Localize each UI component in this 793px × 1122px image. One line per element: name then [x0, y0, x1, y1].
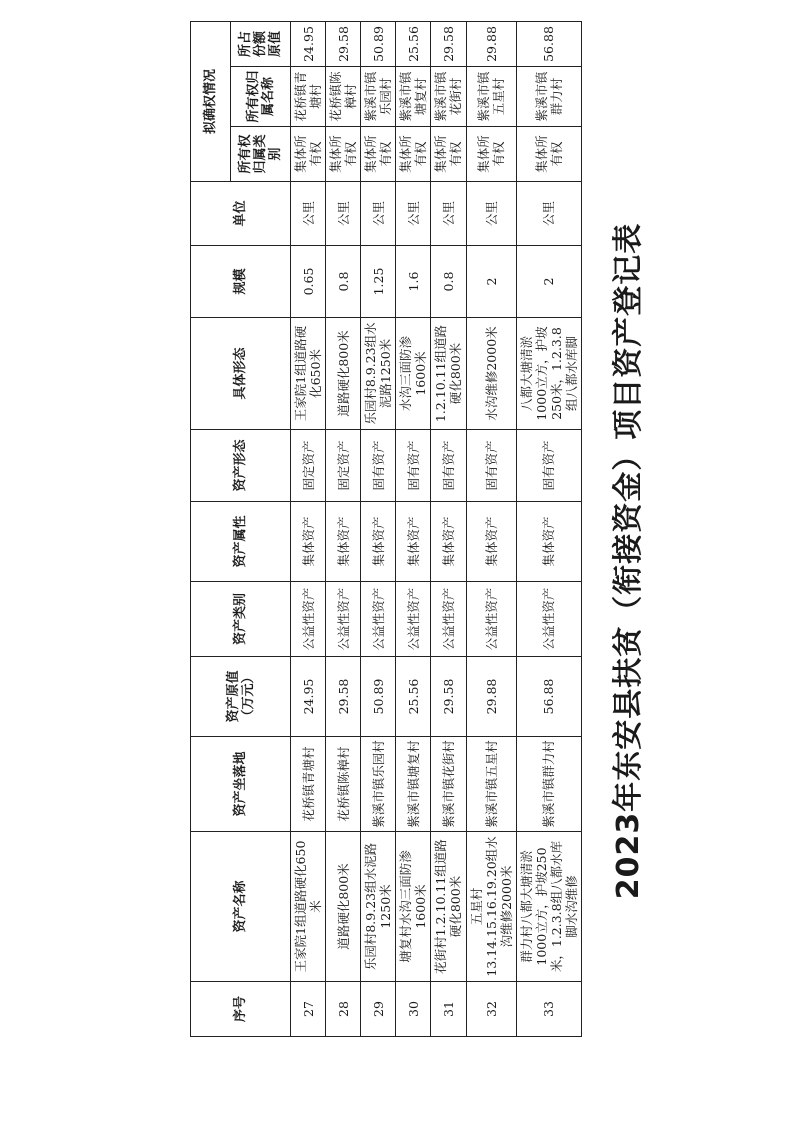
- cell-location: 紫溪市镇塘复村: [396, 737, 431, 832]
- table-row: [431, 21, 466, 1036]
- header-own-name: 所有权归属名称: [231, 67, 291, 127]
- cell-share: 25.56: [396, 21, 431, 66]
- cell-unit: 公里: [516, 182, 581, 246]
- cell-category: 公益性资产: [516, 582, 581, 657]
- cell-name: 道路硬化800米: [326, 832, 361, 982]
- header-category: 资产类别: [191, 582, 291, 657]
- asset-register-table: [190, 21, 582, 1037]
- cell-own-name: 紫溪市镇塘复村: [396, 67, 431, 127]
- cell-location: 花桥镇陈樟村: [326, 737, 361, 832]
- cell-own-name: 紫溪市镇乐园村: [361, 67, 396, 127]
- cell-unit: 公里: [431, 182, 466, 246]
- cell-shape: 王家院1组道路硬化650米: [291, 318, 326, 430]
- cell-share: 56.88: [516, 21, 581, 66]
- header-name: 资产名称: [191, 832, 291, 982]
- cell-attribute: 集体资产: [396, 502, 431, 582]
- cell-unit: 公里: [396, 182, 431, 246]
- cell-share: 29.58: [326, 21, 361, 66]
- cell-value: 24.95: [291, 657, 326, 737]
- cell-attribute: 集体资产: [291, 502, 326, 582]
- cell-form: 固有资产: [431, 430, 466, 502]
- header-attribute: 资产属性: [191, 502, 291, 582]
- cell-scale: 2: [516, 246, 581, 318]
- cell-unit: 公里: [466, 182, 516, 246]
- header-scale: 规模: [191, 246, 291, 318]
- table-row: [361, 21, 396, 1036]
- cell-attribute: 集体资产: [361, 502, 396, 582]
- cell-seq: 29: [361, 982, 396, 1037]
- header-form: 资产形态: [191, 430, 291, 502]
- cell-value: 25.56: [396, 657, 431, 737]
- cell-shape: 1.2.10.11组道路硬化800米: [431, 318, 466, 430]
- cell-scale: 0.8: [431, 246, 466, 318]
- cell-form: 固有资产: [516, 430, 581, 502]
- cell-unit: 公里: [291, 182, 326, 246]
- cell-category: 公益性资产: [396, 582, 431, 657]
- cell-seq: 28: [326, 982, 361, 1037]
- cell-seq: 30: [396, 982, 431, 1037]
- cell-shape: 道路硬化800米: [326, 318, 361, 430]
- cell-scale: 2: [466, 246, 516, 318]
- cell-share: 24.95: [291, 21, 326, 66]
- cell-form: 固定资产: [326, 430, 361, 502]
- cell-form: 固有资产: [396, 430, 431, 502]
- cell-own-type: 集体所有权: [326, 127, 361, 182]
- cell-own-type: 集体所有权: [431, 127, 466, 182]
- cell-attribute: 集体资产: [431, 502, 466, 582]
- cell-share: 29.58: [431, 21, 466, 66]
- header-own-type: 所有权归属类别: [231, 127, 291, 182]
- cell-location: 紫溪市镇五星村: [466, 737, 516, 832]
- cell-shape: 八都大塘清淤1000立方，护坡250米，1.2.3.8组八都水库脚: [516, 318, 581, 430]
- cell-value: 56.88: [516, 657, 581, 737]
- page-title: 2023年东安县扶贫（衔接资金）项目资产登记表: [611, 222, 646, 900]
- cell-own-name: 花桥镇陈樟村: [326, 67, 361, 127]
- table-body: [291, 21, 582, 1036]
- header-share: 所占份额原值: [231, 21, 291, 66]
- cell-scale: 1.6: [396, 246, 431, 318]
- cell-name: 王家院1组道路硬化650米: [291, 832, 326, 982]
- cell-shape: 水沟三面防渗1600米: [396, 318, 431, 430]
- cell-own-name: 紫溪市镇五星村: [466, 67, 516, 127]
- header-unit: 单位: [191, 182, 291, 246]
- cell-unit: 公里: [361, 182, 396, 246]
- cell-value: 29.58: [431, 657, 466, 737]
- cell-own-type: 集体所有权: [466, 127, 516, 182]
- cell-location: 紫溪市镇乐园村: [361, 737, 396, 832]
- cell-name: 群力村八都大塘清淤1000立方，护坡250米，1.2.3.8组八都水库脚水沟维修: [516, 832, 581, 982]
- table-row: [466, 21, 516, 1036]
- cell-seq: 32: [466, 982, 516, 1037]
- cell-own-type: 集体所有权: [396, 127, 431, 182]
- cell-seq: 31: [431, 982, 466, 1037]
- header-seq: 序号: [191, 982, 291, 1037]
- cell-category: 公益性资产: [291, 582, 326, 657]
- cell-value: 29.58: [326, 657, 361, 737]
- cell-location: 紫溪市镇花街村: [431, 737, 466, 832]
- cell-shape: 乐园村8.9.23组水泥路1250米: [361, 318, 396, 430]
- cell-category: 公益性资产: [466, 582, 516, 657]
- cell-form: 固有资产: [361, 430, 396, 502]
- header-shape: 具体形态: [191, 318, 291, 430]
- cell-own-name: 花桥镇青塘村: [291, 67, 326, 127]
- cell-attribute: 集体资产: [516, 502, 581, 582]
- header-location: 资产坐落地: [191, 737, 291, 832]
- cell-own-type: 集体所有权: [516, 127, 581, 182]
- cell-value: 29.88: [466, 657, 516, 737]
- cell-category: 公益性资产: [361, 582, 396, 657]
- table-row: [291, 21, 326, 1036]
- header-ownership: 拟确权情况: [191, 21, 231, 181]
- cell-unit: 公里: [326, 182, 361, 246]
- header-value: 资产原值（万元）: [191, 657, 291, 737]
- cell-scale: 0.65: [291, 246, 326, 318]
- cell-category: 公益性资产: [431, 582, 466, 657]
- cell-location: 紫溪市镇群力村: [516, 737, 581, 832]
- cell-seq: 33: [516, 982, 581, 1037]
- cell-own-type: 集体所有权: [361, 127, 396, 182]
- cell-scale: 0.8: [326, 246, 361, 318]
- cell-scale: 1.25: [361, 246, 396, 318]
- cell-location: 花桥镇青塘村: [291, 737, 326, 832]
- cell-value: 50.89: [361, 657, 396, 737]
- table-row: [396, 21, 431, 1036]
- cell-form: 固定资产: [291, 430, 326, 502]
- cell-own-type: 集体所有权: [291, 127, 326, 182]
- table-row: [516, 21, 581, 1036]
- cell-seq: 27: [291, 982, 326, 1037]
- cell-category: 公益性资产: [326, 582, 361, 657]
- cell-share: 29.88: [466, 21, 516, 66]
- cell-own-name: 紫溪市镇群力村: [516, 67, 581, 127]
- cell-share: 50.89: [361, 21, 396, 66]
- cell-name: 五星村13.14.15.16.19.20组水沟维修2000米: [466, 832, 516, 982]
- cell-attribute: 集体资产: [326, 502, 361, 582]
- cell-own-name: 紫溪市镇花街村: [431, 67, 466, 127]
- cell-form: 固有资产: [466, 430, 516, 502]
- table-row: [326, 21, 361, 1036]
- cell-name: 乐园村8.9.23组水泥路1250米: [361, 832, 396, 982]
- cell-name: 塘复村水沟三面防渗1600米: [396, 832, 431, 982]
- cell-shape: 水沟维修2000米: [466, 318, 516, 430]
- cell-attribute: 集体资产: [466, 502, 516, 582]
- cell-name: 花街村1.2.10.11组道路硬化800米: [431, 832, 466, 982]
